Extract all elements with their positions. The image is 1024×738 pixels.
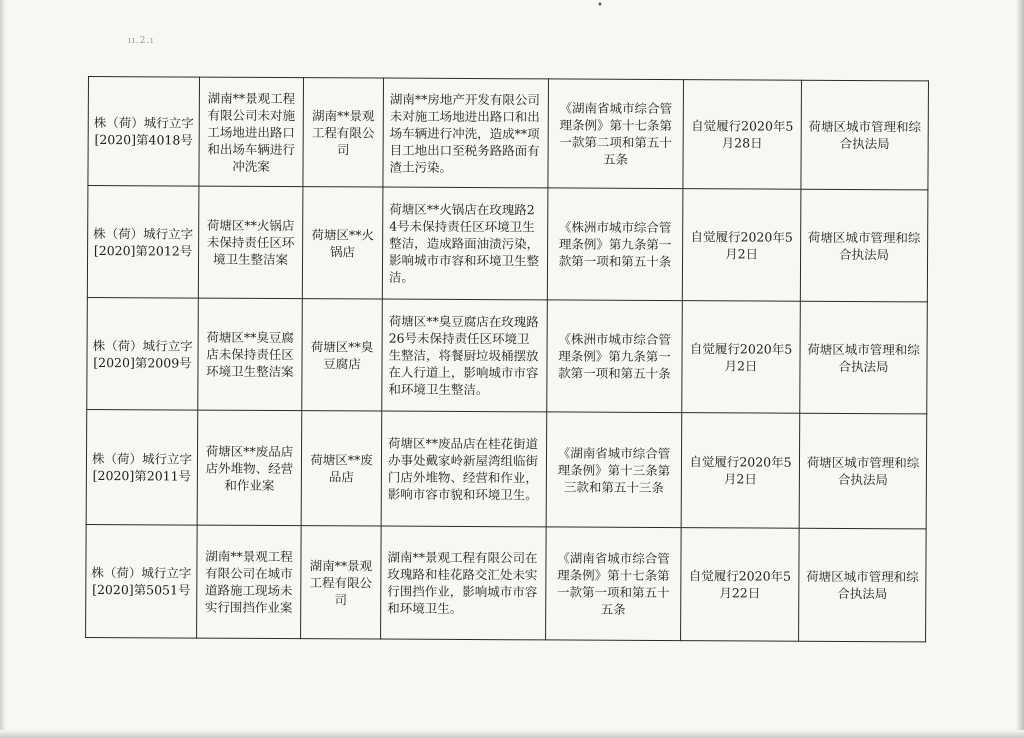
doc-number-cell: 株（荷）城行立字[2020]第4018号 — [88, 77, 200, 187]
authority-cell: 荷塘区城市管理和综合执法局 — [799, 413, 927, 529]
result-cell: 自觉履行2020年5月28日 — [683, 80, 802, 190]
case-name-cell: 荷塘区**废品店店外堆物、经营和作业案 — [197, 410, 302, 526]
enforcement-records-table — [85, 76, 929, 642]
legal-basis-cell: 《湖南省城市综合管理条例》第十七条第一款第一项和第五十五条 — [546, 527, 682, 641]
result-cell: 自觉履行2020年5月2日 — [681, 413, 800, 529]
result-cell: 自觉履行2020年5月2日 — [682, 301, 801, 414]
result-cell: 自觉履行2020年5月2日 — [682, 189, 801, 302]
corner-mark: ıı.2.ı — [128, 36, 155, 46]
legal-basis-cell: 《湖南省城市综合管理条例》第十七条第一款第二项和第五十五条 — [548, 79, 684, 189]
scan-edge-bottom — [0, 730, 1024, 738]
authority-cell: 荷塘区城市管理和综合执法局 — [801, 80, 929, 190]
party-cell: 荷塘区**火锅店 — [302, 187, 383, 299]
table-row — [87, 186, 928, 302]
authority-cell: 荷塘区城市管理和综合执法局 — [800, 301, 928, 414]
legal-basis-cell: 《湖南省城市综合管理条例》第十三条第三款和第五十三条 — [546, 412, 682, 528]
party-cell: 湖南**景观工程有限公司 — [301, 526, 382, 639]
party-cell: 荷塘区**废品店 — [301, 411, 382, 526]
scan-edge-left — [0, 0, 6, 738]
doc-number-cell: 株（荷）城行立字[2020]第2012号 — [87, 186, 199, 299]
authority-cell: 荷塘区城市管理和综合执法局 — [800, 189, 928, 302]
case-name-cell: 荷塘区**臭豆腐店未保持责任区环境卫生整洁案 — [198, 298, 303, 411]
case-name-cell: 湖南**景观工程有限公司在城市道路施工现场未实行围挡作业案 — [197, 525, 302, 639]
doc-number-cell: 株（荷）城行立字[2020]第5051号 — [86, 524, 198, 638]
authority-cell: 荷塘区城市管理和综合执法局 — [799, 528, 927, 642]
case-name-cell: 荷塘区**火锅店未保持责任区环境卫生整洁案 — [198, 186, 303, 299]
table-row — [88, 77, 929, 190]
facts-cell: 湖南**景观工程有限公司在玫瑰路和桂花路交汇处未实行围挡作业，影响城市市容和环境卫生。 — [381, 526, 547, 640]
table-row — [86, 409, 927, 528]
legal-basis-cell: 《株洲市城市综合管理条例》第九条第一款第一项和第五十条 — [547, 188, 683, 301]
result-cell: 自觉履行2020年5月22日 — [681, 528, 800, 642]
doc-number-cell: 株（荷）城行立字[2020]第2009号 — [87, 297, 199, 410]
party-cell: 湖南**景观工程有限公司 — [303, 78, 384, 187]
case-name-cell: 湖南**景观工程有限公司未对施工场地进出路口和出场车辆进行冲洗案 — [199, 77, 304, 187]
scan-edge-right — [1016, 0, 1024, 738]
table-row — [86, 524, 927, 641]
facts-cell: 湖南**房地产开发有限公司未对施工场地进出路口和出场车辆进行冲洗，造成**项目工地出口至税务路路面有渣土污染。 — [383, 78, 549, 188]
party-cell: 荷塘区**臭豆腐店 — [302, 299, 383, 411]
facts-cell: 荷塘区**火锅店在玫瑰路24号未保持责任区环境卫生整洁，造成路面油渍污染，影响城市市容和环境卫生整洁。 — [382, 187, 548, 300]
facts-cell: 荷塘区**臭豆腐店在玫瑰路26号未保持责任区环境卫生整洁，将餐厨垃圾桶摆放在人行道上，影响城市市容和环境卫生整洁。 — [382, 299, 548, 412]
doc-number-cell: 株（荷）城行立字[2020]第2011号 — [86, 409, 198, 525]
table-row — [87, 297, 928, 413]
top-tick-mark: • — [597, 0, 603, 11]
facts-cell: 荷塘区**废品店在桂花街道办事处戴家岭新屋湾组临街门店外堆物、经营和作业，影响市容市貌和环境卫生。 — [381, 411, 547, 527]
legal-basis-cell: 《株洲市城市综合管理条例》第九条第一款第一项和第五十条 — [547, 300, 683, 413]
